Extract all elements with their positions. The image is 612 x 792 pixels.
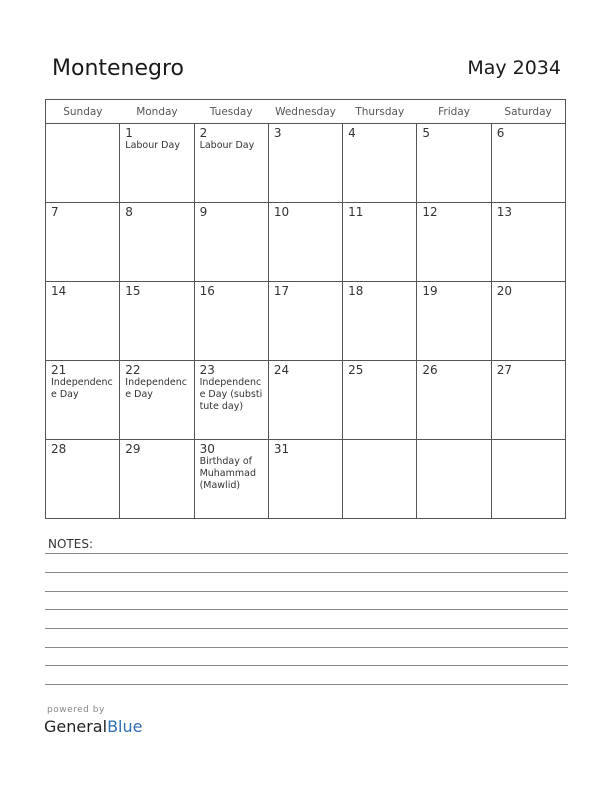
day-cell bbox=[46, 203, 120, 282]
day-cell bbox=[194, 203, 268, 282]
brand-blue-text: Blue bbox=[107, 717, 143, 736]
day-cell bbox=[194, 361, 268, 440]
weekday-monday: Monday bbox=[120, 100, 194, 124]
calendar-grid bbox=[45, 99, 566, 519]
notes-line bbox=[45, 647, 568, 648]
day-cell bbox=[194, 440, 268, 519]
country-title: Montenegro bbox=[52, 56, 185, 81]
weekday-saturday: Saturday bbox=[491, 100, 565, 124]
day-number: 24 bbox=[273, 363, 290, 377]
day-cell bbox=[491, 124, 565, 203]
day-number: 17 bbox=[273, 284, 290, 298]
notes-label: NOTES: bbox=[48, 537, 93, 551]
day-number: 14 bbox=[51, 284, 67, 298]
day-cell bbox=[417, 361, 491, 440]
weekday-header-row bbox=[46, 100, 566, 124]
day-number: 8 bbox=[125, 205, 133, 219]
day-cell bbox=[120, 440, 194, 519]
day-cell bbox=[343, 440, 417, 519]
notes-line bbox=[45, 572, 568, 573]
day-cell bbox=[120, 361, 194, 440]
notes-line bbox=[45, 628, 568, 629]
day-cell bbox=[120, 282, 194, 361]
day-cell bbox=[343, 361, 417, 440]
week-row-1 bbox=[46, 124, 566, 203]
notes-line bbox=[45, 665, 568, 666]
day-cell bbox=[194, 282, 268, 361]
holiday-label: Labour Day bbox=[199, 140, 255, 151]
day-cell bbox=[46, 440, 120, 519]
month-year-title: May 2034 bbox=[467, 57, 561, 79]
notes-line bbox=[45, 553, 568, 554]
week-row-2 bbox=[46, 203, 566, 282]
weekday-wednesday: Wednesday bbox=[268, 100, 342, 124]
day-cell bbox=[417, 124, 491, 203]
notes-line bbox=[45, 684, 568, 685]
holiday-label: Labour Day bbox=[125, 140, 180, 151]
day-cell bbox=[268, 203, 342, 282]
weekday-friday: Friday bbox=[417, 100, 491, 124]
day-cell bbox=[491, 361, 565, 440]
holiday-label: Independence Day bbox=[51, 377, 113, 400]
week-row-4 bbox=[46, 361, 566, 440]
day-cell bbox=[120, 203, 194, 282]
weekday-thursday: Thursday bbox=[343, 100, 417, 124]
day-cell bbox=[491, 282, 565, 361]
day-number: 30 bbox=[199, 442, 215, 456]
powered-by-text: powered by bbox=[47, 705, 105, 715]
day-cell bbox=[46, 124, 120, 203]
day-cell bbox=[343, 282, 417, 361]
day-cell bbox=[491, 440, 565, 519]
day-number: 3 bbox=[273, 126, 282, 140]
day-number: 23 bbox=[199, 363, 215, 377]
day-number: 6 bbox=[496, 126, 505, 140]
day-number: 15 bbox=[125, 284, 141, 298]
day-number: 29 bbox=[125, 442, 141, 456]
day-cell bbox=[343, 203, 417, 282]
day-number: 10 bbox=[273, 205, 290, 219]
day-cell bbox=[268, 124, 342, 203]
day-number: 18 bbox=[348, 284, 364, 298]
day-number: 25 bbox=[348, 363, 364, 377]
notes-line bbox=[45, 591, 568, 592]
day-number: 27 bbox=[496, 363, 512, 377]
day-cell bbox=[268, 282, 342, 361]
brand-general-text: General bbox=[44, 717, 108, 736]
day-cell bbox=[417, 440, 491, 519]
week-row-5 bbox=[46, 440, 566, 519]
day-number: 5 bbox=[422, 126, 431, 140]
day-number: 19 bbox=[422, 284, 438, 298]
day-number: 7 bbox=[51, 205, 59, 219]
day-cell bbox=[46, 282, 120, 361]
day-cell bbox=[343, 124, 417, 203]
notes-line bbox=[45, 609, 568, 610]
day-number: 26 bbox=[422, 363, 438, 377]
day-number: 12 bbox=[422, 205, 438, 219]
day-cell bbox=[268, 440, 342, 519]
day-cell bbox=[268, 361, 342, 440]
day-cell bbox=[194, 124, 268, 203]
day-number: 31 bbox=[273, 442, 290, 456]
day-cell bbox=[417, 282, 491, 361]
day-cell bbox=[491, 203, 565, 282]
day-number: 22 bbox=[125, 363, 141, 377]
weekday-sunday: Sunday bbox=[46, 100, 120, 124]
week-row-3 bbox=[46, 282, 566, 361]
day-cell bbox=[120, 124, 194, 203]
day-number: 28 bbox=[51, 442, 67, 456]
day-number: 4 bbox=[348, 126, 356, 140]
day-number: 2 bbox=[199, 126, 208, 140]
day-number: 9 bbox=[199, 205, 208, 219]
day-cell bbox=[417, 203, 491, 282]
day-number: 16 bbox=[199, 284, 215, 298]
day-number: 21 bbox=[51, 363, 67, 377]
day-cell bbox=[46, 361, 120, 440]
day-number: 20 bbox=[496, 284, 512, 298]
holiday-label: Independence Day (substitute day) bbox=[199, 377, 263, 412]
weekday-tuesday: Tuesday bbox=[194, 100, 268, 124]
day-number: 1 bbox=[125, 126, 133, 140]
holiday-label: Birthday of Muhammad (Mawlid) bbox=[199, 456, 256, 491]
day-number: 13 bbox=[496, 205, 512, 219]
generalblue-logo bbox=[44, 717, 142, 736]
holiday-label: Independence Day bbox=[125, 377, 187, 400]
day-number: 11 bbox=[348, 205, 364, 219]
